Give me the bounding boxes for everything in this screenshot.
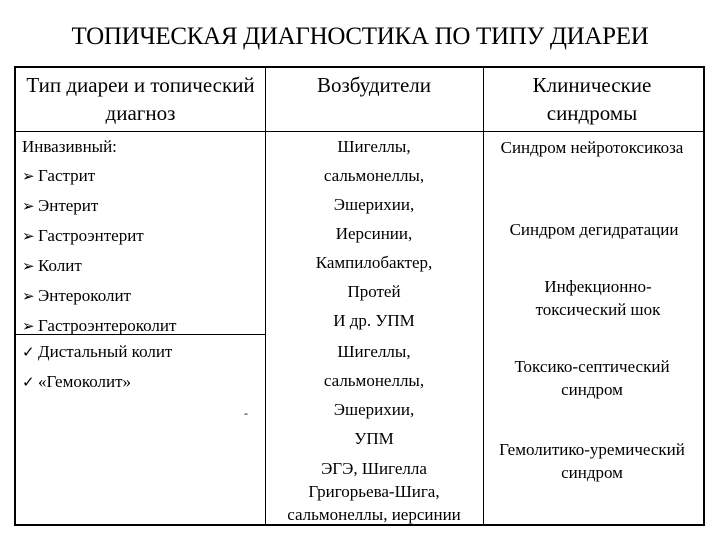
header-col-syndromes: Клинические синдромы bbox=[532, 73, 652, 125]
arrow-bullet-icon: ➢ bbox=[22, 197, 35, 215]
column-divider-2 bbox=[483, 68, 484, 524]
list-item: ➢ Колит bbox=[22, 251, 262, 281]
pathogen-item: И др. УПМ bbox=[333, 311, 415, 330]
header-col-type: Тип диареи и топический диагноз bbox=[26, 73, 255, 125]
list-item: ➢ Гастроэнтероколит bbox=[22, 311, 262, 341]
arrow-bullet-icon: ➢ bbox=[22, 287, 35, 305]
pathogen-item: сальмонеллы, bbox=[323, 166, 425, 185]
arrow-bullet-icon: ➢ bbox=[22, 257, 35, 275]
check-bullet-icon: ✓ bbox=[22, 373, 35, 391]
pathogen-item: сальмонеллы, иерсинии bbox=[287, 505, 461, 524]
pathogen-item: Эшерихии, bbox=[333, 400, 415, 419]
arrow-bullet-icon: ➢ bbox=[22, 167, 35, 185]
distal-pathogens-top bbox=[265, 337, 483, 453]
pathogen-item: сальмонеллы, bbox=[323, 371, 425, 390]
pathogen-item: Шигеллы, bbox=[337, 342, 411, 361]
check-bullet-icon: ✓ bbox=[22, 343, 35, 361]
list-item: ✓ «Гемоколит» bbox=[22, 367, 262, 397]
arrow-bullet-icon: ➢ bbox=[22, 317, 35, 335]
pathogen-item: Кампилобактер, bbox=[315, 253, 433, 272]
pathogen-item: Шигеллы, bbox=[337, 137, 411, 156]
dash-mark: - bbox=[244, 406, 248, 420]
invasive-pathogens bbox=[265, 132, 483, 335]
distal-pathogens-bottom bbox=[265, 457, 483, 526]
pathogen-item: ЭГЭ, Шигелла bbox=[321, 459, 427, 478]
invasive-label: Инвазивный: bbox=[22, 137, 117, 156]
arrow-bullet-icon: ➢ bbox=[22, 227, 35, 245]
list-item: ➢ Гастрит bbox=[22, 161, 262, 191]
page-title: ТОПИЧЕСКАЯ ДИАГНОСТИКА ПО ТИПУ ДИАРЕИ bbox=[71, 23, 649, 50]
syndrome-neurotoxicosis: Синдром нейротоксикоза bbox=[500, 138, 684, 157]
list-item: ➢ Энтероколит bbox=[22, 281, 262, 311]
list-item: ✓ Дистальный колит bbox=[22, 337, 262, 367]
pathogen-item: УПМ bbox=[354, 429, 394, 448]
list-item: ➢ Гастроэнтерит bbox=[22, 221, 262, 251]
pathogen-item: Эшерихии, bbox=[333, 195, 415, 214]
pathogen-item: Григорьева-Шига, bbox=[308, 482, 440, 501]
pathogen-item: Иерсинии, bbox=[335, 224, 413, 243]
header-col-pathogens: Возбудители bbox=[316, 73, 431, 97]
syndrome-dehydration: Синдром дегидратации bbox=[509, 220, 679, 239]
diagnostics-table bbox=[14, 66, 705, 526]
list-item: ➢ Энтерит bbox=[22, 191, 262, 221]
syndrome-hemolytic-uremic: Гемолитико-уремический синдром bbox=[499, 440, 685, 482]
syndrome-toxic-shock: Инфекционно-токсический шок bbox=[535, 277, 661, 319]
pathogen-item: Протей bbox=[347, 282, 401, 301]
syndrome-toxic-septic: Токсико-септический синдром bbox=[514, 357, 670, 399]
distal-list bbox=[22, 337, 262, 397]
invasive-list bbox=[22, 132, 262, 341]
